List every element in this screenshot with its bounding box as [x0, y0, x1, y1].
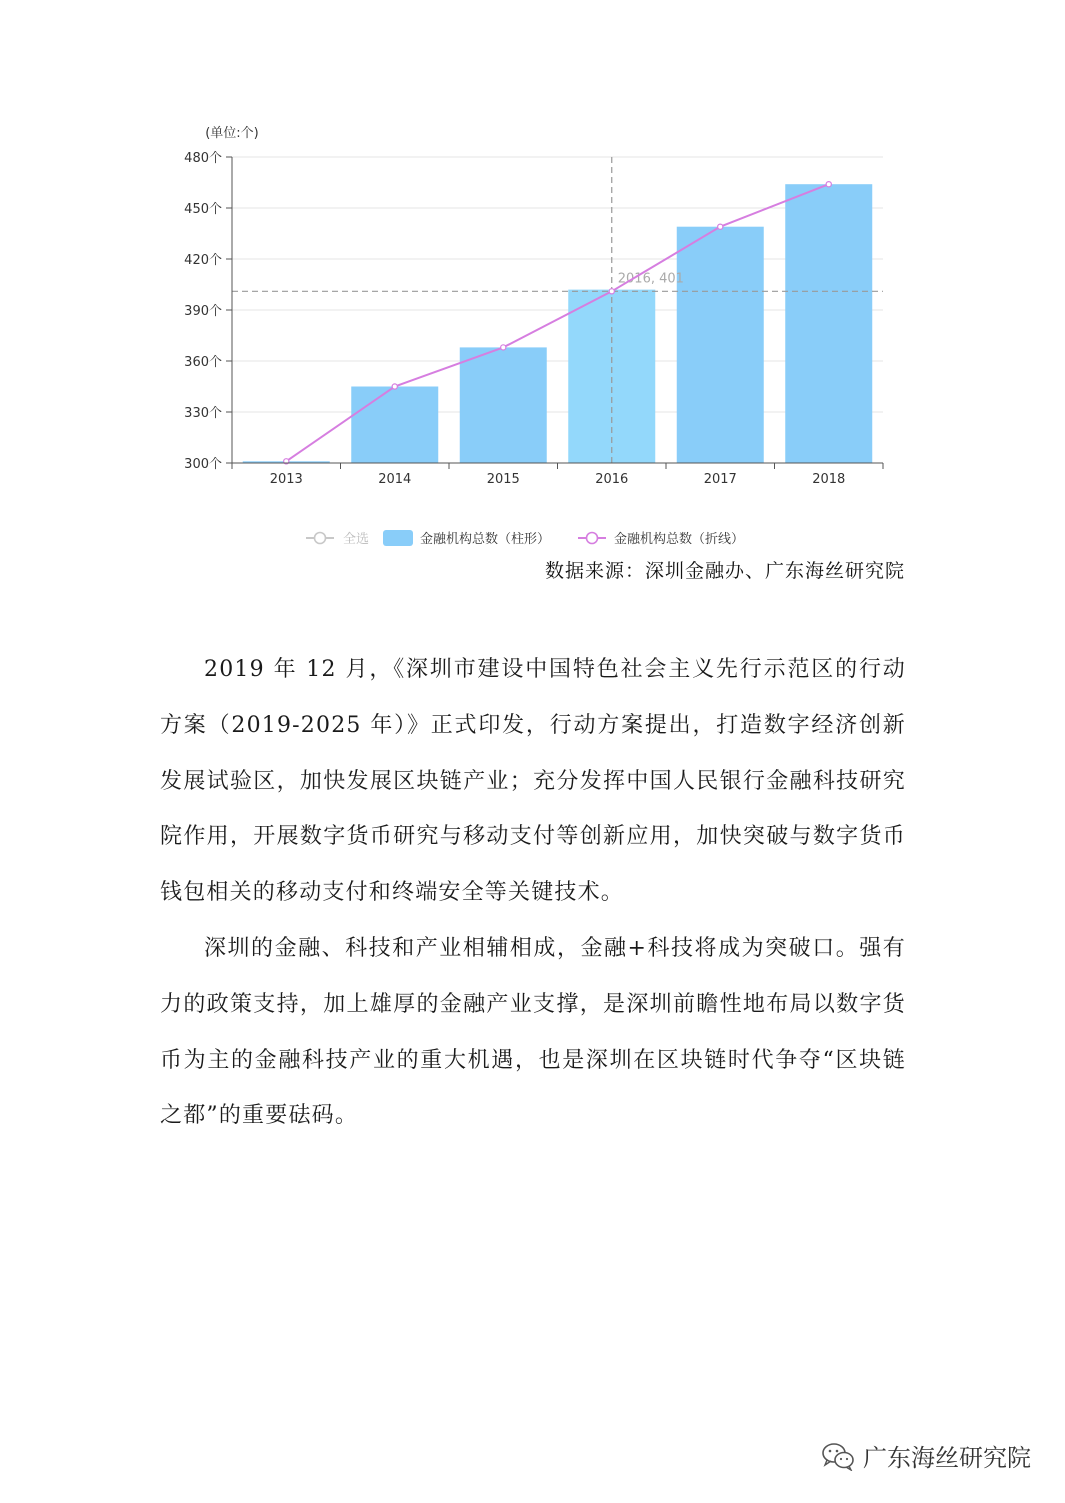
- legend: [306, 530, 744, 547]
- bar-2018: [785, 184, 872, 463]
- paragraph: 深圳的金融、科技和产业相辅相成，金融+科技将成为突破口。强有力的政策支持，加上雄厚的金融产业支撑，是深圳前瞻性地布局以数字货币为主的金融科技产业的重大机遇，也是深圳在区块链时代争夺“区块链之都”的重要砝码。: [160, 935, 906, 1129]
- bar-series: [243, 184, 873, 463]
- y-tick-label: 390个: [184, 304, 222, 319]
- data-source-caption: 数据来源：深圳金融办、广东海丝研究院: [544, 560, 905, 582]
- y-tick-label: 300个: [184, 457, 222, 472]
- article-body: [160, 642, 906, 1144]
- wechat-icon: [821, 1441, 855, 1471]
- legend-item-line[interactable]: [578, 531, 744, 547]
- y-tick-label: 450个: [184, 202, 222, 217]
- y-tick-label: 330个: [184, 406, 222, 421]
- bar-2014: [351, 387, 438, 464]
- line-point-2015: [501, 345, 506, 350]
- paragraph: 2019 年 12 月，《深圳市建设中国特色社会主义先行示范区的行动方案（2019-2025 年）》正式印发，行动方案提出，打造数字经济创新发展试验区，加快发展区块链产业；充分发挥中国人民银行金融科技研究院作用，开展数字货币研究与移动支付等创新应用，加快突破与数字货币钱包相关的移动支付和终端安全等关键技术。: [160, 657, 906, 906]
- watermark-text: 广东海丝研究院: [863, 1444, 1031, 1472]
- legend-label: 全选: [343, 532, 370, 547]
- bar-line-chart: [0, 0, 1065, 560]
- line-point-2016: [609, 289, 614, 294]
- x-tick-label: 2018: [812, 472, 846, 487]
- legend-bar-swatch-icon: [383, 530, 413, 546]
- legend-item-select-all[interactable]: [306, 531, 369, 547]
- x-tick-label: 2017: [703, 472, 737, 487]
- x-tick-label: 2013: [269, 472, 303, 487]
- wechat-watermark: [821, 1438, 1031, 1473]
- tooltip-label: 2016, 401: [617, 271, 684, 287]
- y-unit-label: (单位:个): [205, 126, 259, 141]
- line-point-2014: [392, 384, 397, 389]
- legend-label: 金融机构总数（折线）: [614, 532, 745, 547]
- y-tick-label: 360个: [184, 355, 222, 370]
- bar-2015: [460, 347, 547, 463]
- line-point-2017: [718, 224, 723, 229]
- y-tick-label: 480个: [184, 151, 222, 166]
- line-point-2018: [826, 182, 831, 187]
- bar-2016: [568, 290, 655, 463]
- legend-circle-icon: [315, 533, 326, 544]
- x-tick-label: 2016: [595, 472, 629, 487]
- x-tick-label: 2015: [486, 472, 520, 487]
- bar-2017: [677, 227, 764, 463]
- legend-circle-icon: [587, 533, 598, 544]
- legend-label: 金融机构总数（柱形）: [420, 532, 551, 547]
- x-tick-label: 2014: [378, 472, 412, 487]
- legend-item-bar[interactable]: [383, 530, 550, 547]
- y-tick-label: 420个: [184, 253, 222, 268]
